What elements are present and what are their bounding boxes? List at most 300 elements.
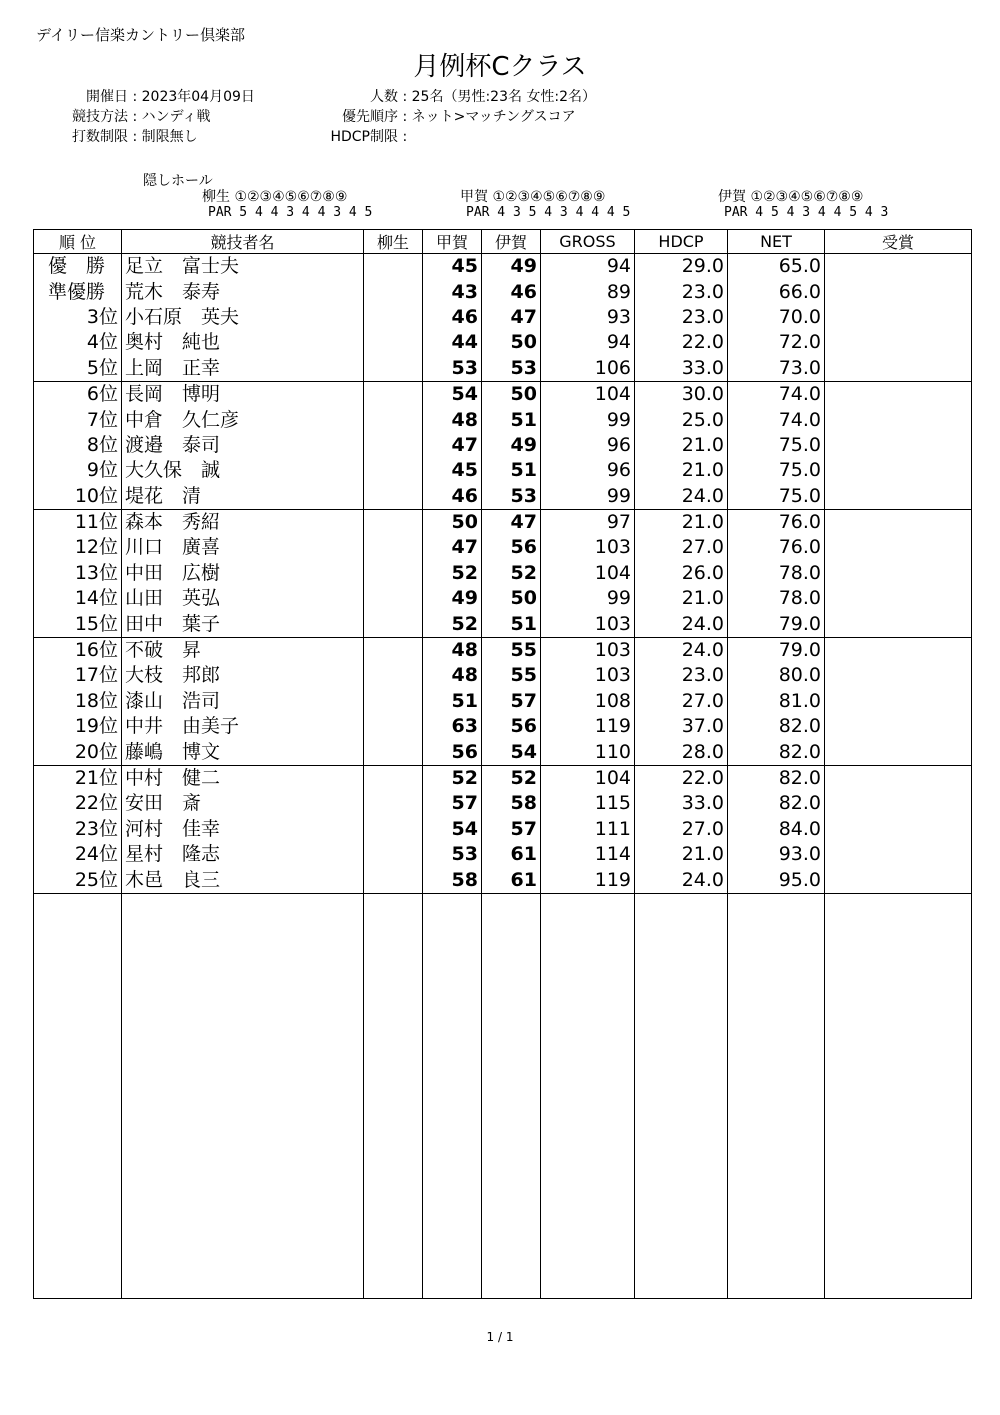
name-cell: 奥村 純也	[122, 330, 364, 355]
name-cell: 漆山 浩司	[122, 689, 364, 714]
iga-score-cell: 49	[482, 433, 541, 458]
iga-score-cell: 58	[482, 791, 541, 816]
table-row	[34, 586, 972, 611]
award-cell	[825, 611, 972, 637]
name-cell: 荒木 泰寿	[122, 279, 364, 304]
yagyu-score-cell	[364, 254, 423, 280]
gross-cell: 119	[541, 714, 635, 739]
award-cell	[825, 381, 972, 407]
course-koka-holes	[460, 186, 605, 206]
yagyu-score-cell	[364, 611, 423, 637]
koka-score-cell: 52	[423, 765, 482, 791]
table-row	[34, 791, 972, 816]
name-cell: 中井 由美子	[122, 714, 364, 739]
yagyu-score-cell	[364, 765, 423, 791]
award-cell	[825, 561, 972, 586]
name-cell: 大枝 邦郎	[122, 663, 364, 688]
award-cell	[825, 739, 972, 765]
table-row	[34, 484, 972, 510]
rank-cell: 20位	[34, 739, 122, 765]
award-cell	[825, 279, 972, 304]
koka-score-cell: 44	[423, 330, 482, 355]
hdcp-limit-label: HDCP制限	[330, 129, 398, 145]
rank-cell: 24位	[34, 842, 122, 867]
net-cell: 70.0	[728, 305, 825, 330]
iga-score-cell: 57	[482, 689, 541, 714]
rank-cell: 22位	[34, 791, 122, 816]
hdcp-cell: 27.0	[635, 817, 728, 842]
net-cell: 74.0	[728, 407, 825, 432]
name-cell: 中倉 久仁彦	[122, 407, 364, 432]
award-cell	[825, 484, 972, 510]
table-row	[34, 254, 972, 280]
limit-label: 打数制限	[72, 129, 128, 145]
award-cell	[825, 637, 972, 663]
header-award: 受賞	[825, 230, 972, 254]
rank-cell: 13位	[34, 561, 122, 586]
net-cell: 95.0	[728, 867, 825, 893]
koka-score-cell: 54	[423, 381, 482, 407]
award-cell	[825, 663, 972, 688]
name-cell: 上岡 正幸	[122, 356, 364, 382]
gross-cell: 89	[541, 279, 635, 304]
iga-score-cell: 53	[482, 356, 541, 382]
iga-score-cell: 47	[482, 305, 541, 330]
header-hdcp: HDCP	[635, 230, 728, 254]
empty-cell	[34, 893, 122, 1298]
course-yagyu-par: PAR 5 4 4 3 4 4 3 4 5	[208, 205, 373, 220]
rank-cell: 19位	[34, 714, 122, 739]
header-rank: 順 位	[34, 230, 122, 254]
table-row	[34, 356, 972, 382]
yagyu-score-cell	[364, 356, 423, 382]
rank-cell: 6位	[34, 381, 122, 407]
net-cell: 74.0	[728, 381, 825, 407]
hdcp-cell: 24.0	[635, 484, 728, 510]
iga-score-cell: 56	[482, 535, 541, 560]
gross-cell: 103	[541, 611, 635, 637]
hdcp-cell: 28.0	[635, 739, 728, 765]
info-priority: 優先順序 : ネット>マッチングスコア	[312, 106, 576, 126]
net-cell: 75.0	[728, 458, 825, 483]
rank-cell: 15位	[34, 611, 122, 637]
gross-cell: 103	[541, 637, 635, 663]
hdcp-cell: 23.0	[635, 305, 728, 330]
header-yagyu: 柳生	[364, 230, 423, 254]
name-cell: 足立 富士夫	[122, 254, 364, 280]
koka-score-cell: 51	[423, 689, 482, 714]
gross-cell: 104	[541, 765, 635, 791]
gross-cell: 115	[541, 791, 635, 816]
empty-cell	[482, 893, 541, 1298]
net-cell: 79.0	[728, 611, 825, 637]
name-cell: 田中 葉子	[122, 611, 364, 637]
iga-score-cell: 52	[482, 765, 541, 791]
net-cell: 65.0	[728, 254, 825, 280]
hdcp-cell: 26.0	[635, 561, 728, 586]
name-cell: 中田 広樹	[122, 561, 364, 586]
name-cell: 森本 秀紹	[122, 509, 364, 535]
rank-cell: 14位	[34, 586, 122, 611]
hdcp-cell: 21.0	[635, 433, 728, 458]
koka-score-cell: 47	[423, 433, 482, 458]
award-cell	[825, 586, 972, 611]
iga-score-cell: 56	[482, 714, 541, 739]
table-row	[34, 842, 972, 867]
header-koka: 甲賀	[423, 230, 482, 254]
award-cell	[825, 509, 972, 535]
gross-cell: 97	[541, 509, 635, 535]
priority-label: 優先順序	[342, 109, 398, 125]
net-cell: 93.0	[728, 842, 825, 867]
iga-score-cell: 53	[482, 484, 541, 510]
gross-cell: 103	[541, 535, 635, 560]
net-cell: 75.0	[728, 433, 825, 458]
name-cell: 川口 廣喜	[122, 535, 364, 560]
method-label: 競技方法	[72, 109, 128, 125]
net-cell: 82.0	[728, 739, 825, 765]
yagyu-score-cell	[364, 279, 423, 304]
name-cell: 不破 昇	[122, 637, 364, 663]
koka-score-cell: 47	[423, 535, 482, 560]
table-row	[34, 689, 972, 714]
net-cell: 82.0	[728, 765, 825, 791]
net-cell: 78.0	[728, 586, 825, 611]
iga-score-cell: 49	[482, 254, 541, 280]
name-cell: 堤花 清	[122, 484, 364, 510]
table-row	[34, 458, 972, 483]
name-cell: 木邑 良三	[122, 867, 364, 893]
koka-score-cell: 58	[423, 867, 482, 893]
table-row	[34, 330, 972, 355]
course-iga-par: PAR 4 5 4 3 4 4 5 4 3	[724, 205, 889, 220]
iga-score-cell: 51	[482, 458, 541, 483]
net-cell: 81.0	[728, 689, 825, 714]
count-value: 25名（男性:23名 女性:2名）	[411, 89, 597, 105]
yagyu-score-cell	[364, 714, 423, 739]
koka-score-cell: 46	[423, 484, 482, 510]
award-cell	[825, 842, 972, 867]
iga-score-cell: 61	[482, 842, 541, 867]
hdcp-cell: 29.0	[635, 254, 728, 280]
yagyu-score-cell	[364, 305, 423, 330]
net-cell: 84.0	[728, 817, 825, 842]
koka-score-cell: 54	[423, 817, 482, 842]
empty-cell	[122, 893, 364, 1298]
rank-cell: 21位	[34, 765, 122, 791]
hdcp-cell: 24.0	[635, 637, 728, 663]
rank-cell: 23位	[34, 817, 122, 842]
rank-cell: 8位	[34, 433, 122, 458]
hdcp-cell: 24.0	[635, 611, 728, 637]
table-row	[34, 817, 972, 842]
gross-cell: 99	[541, 586, 635, 611]
course-name: 伊賀	[718, 189, 746, 205]
net-cell: 66.0	[728, 279, 825, 304]
yagyu-score-cell	[364, 817, 423, 842]
yagyu-score-cell	[364, 407, 423, 432]
gross-cell: 106	[541, 356, 635, 382]
net-cell: 78.0	[728, 561, 825, 586]
table-row	[34, 867, 972, 893]
table-row	[34, 407, 972, 432]
page-number: 1 / 1	[486, 1330, 514, 1344]
hdcp-cell: 23.0	[635, 663, 728, 688]
net-cell: 82.0	[728, 714, 825, 739]
course-name: 甲賀	[460, 189, 488, 205]
award-cell	[825, 305, 972, 330]
koka-score-cell: 53	[423, 356, 482, 382]
gross-cell: 104	[541, 561, 635, 586]
rank-cell: 10位	[34, 484, 122, 510]
yagyu-score-cell	[364, 791, 423, 816]
gross-cell: 114	[541, 842, 635, 867]
info-limit: 打数制限 : 制限無し	[48, 126, 198, 146]
name-cell: 渡邉 泰司	[122, 433, 364, 458]
iga-score-cell: 50	[482, 586, 541, 611]
rank-cell: 16位	[34, 637, 122, 663]
gross-cell: 99	[541, 407, 635, 432]
award-cell	[825, 714, 972, 739]
koka-score-cell: 45	[423, 458, 482, 483]
rank-cell: 5位	[34, 356, 122, 382]
table-row	[34, 765, 972, 791]
header-gross: GROSS	[541, 230, 635, 254]
empty-cell	[541, 893, 635, 1298]
yagyu-score-cell	[364, 842, 423, 867]
hdcp-cell: 22.0	[635, 330, 728, 355]
koka-score-cell: 45	[423, 254, 482, 280]
rank-cell: 18位	[34, 689, 122, 714]
net-cell: 76.0	[728, 509, 825, 535]
table-row	[34, 739, 972, 765]
rank-cell: 11位	[34, 509, 122, 535]
table-row	[34, 637, 972, 663]
iga-score-cell: 54	[482, 739, 541, 765]
name-cell: 星村 隆志	[122, 842, 364, 867]
net-cell: 76.0	[728, 535, 825, 560]
rank-cell: 17位	[34, 663, 122, 688]
gross-cell: 94	[541, 330, 635, 355]
table-row	[34, 561, 972, 586]
header-net: NET	[728, 230, 825, 254]
name-cell: 藤嶋 博文	[122, 739, 364, 765]
iga-score-cell: 61	[482, 867, 541, 893]
name-cell: 山田 英弘	[122, 586, 364, 611]
yagyu-score-cell	[364, 561, 423, 586]
yagyu-score-cell	[364, 484, 423, 510]
award-cell	[825, 433, 972, 458]
award-cell	[825, 458, 972, 483]
yagyu-score-cell	[364, 586, 423, 611]
yagyu-score-cell	[364, 663, 423, 688]
empty-cell	[635, 893, 728, 1298]
hidden-holes-label: 隠しホール	[143, 173, 213, 189]
gross-cell: 103	[541, 663, 635, 688]
hdcp-cell: 37.0	[635, 714, 728, 739]
koka-score-cell: 48	[423, 663, 482, 688]
iga-score-cell: 50	[482, 330, 541, 355]
gross-cell: 94	[541, 254, 635, 280]
hole-marks: ①②③④⑤⑥⑦⑧⑨	[750, 189, 864, 205]
iga-score-cell: 51	[482, 611, 541, 637]
date-value: 2023年04月09日	[141, 89, 255, 105]
hdcp-cell: 21.0	[635, 842, 728, 867]
net-cell: 82.0	[728, 791, 825, 816]
name-cell: 小石原 英夫	[122, 305, 364, 330]
award-cell	[825, 791, 972, 816]
yagyu-score-cell	[364, 330, 423, 355]
hdcp-cell: 27.0	[635, 689, 728, 714]
iga-score-cell: 50	[482, 381, 541, 407]
award-cell	[825, 867, 972, 893]
award-cell	[825, 535, 972, 560]
rank-cell: 9位	[34, 458, 122, 483]
yagyu-score-cell	[364, 509, 423, 535]
net-cell: 72.0	[728, 330, 825, 355]
course-name: 柳生	[202, 189, 230, 205]
club-name: デイリー信楽カントリー倶楽部	[36, 26, 245, 44]
limit-value: 制限無し	[141, 129, 198, 145]
award-cell	[825, 330, 972, 355]
gross-cell: 96	[541, 458, 635, 483]
name-cell: 安田 斎	[122, 791, 364, 816]
hdcp-cell: 33.0	[635, 356, 728, 382]
hdcp-cell: 21.0	[635, 509, 728, 535]
award-cell	[825, 254, 972, 280]
rank-cell: 3位	[34, 305, 122, 330]
table-header-row	[34, 230, 972, 254]
rank-cell: 25位	[34, 867, 122, 893]
hdcp-cell: 22.0	[635, 765, 728, 791]
award-cell	[825, 407, 972, 432]
name-cell: 中村 健二	[122, 765, 364, 791]
hdcp-cell: 23.0	[635, 279, 728, 304]
iga-score-cell: 47	[482, 509, 541, 535]
iga-score-cell: 55	[482, 663, 541, 688]
table-row	[34, 279, 972, 304]
count-label: 人数	[370, 89, 398, 105]
page-title: 月例杯Cクラス	[413, 52, 587, 82]
koka-score-cell: 53	[423, 842, 482, 867]
rank-cell: 4位	[34, 330, 122, 355]
yagyu-score-cell	[364, 535, 423, 560]
yagyu-score-cell	[364, 433, 423, 458]
hdcp-cell: 33.0	[635, 791, 728, 816]
yagyu-score-cell	[364, 637, 423, 663]
table-row	[34, 535, 972, 560]
table-row	[34, 305, 972, 330]
yagyu-score-cell	[364, 739, 423, 765]
hole-marks: ①②③④⑤⑥⑦⑧⑨	[234, 189, 348, 205]
info-hdcp: HDCP制限 :	[312, 126, 407, 146]
table-row	[34, 509, 972, 535]
hdcp-cell: 24.0	[635, 867, 728, 893]
rank-cell: 7位	[34, 407, 122, 432]
table-row	[34, 663, 972, 688]
koka-score-cell: 52	[423, 611, 482, 637]
koka-score-cell: 52	[423, 561, 482, 586]
gross-cell: 99	[541, 484, 635, 510]
koka-score-cell: 57	[423, 791, 482, 816]
koka-score-cell: 48	[423, 407, 482, 432]
yagyu-score-cell	[364, 867, 423, 893]
award-cell	[825, 817, 972, 842]
table-row	[34, 433, 972, 458]
iga-score-cell: 52	[482, 561, 541, 586]
info-date: 開催日 : 2023年04月09日	[48, 86, 255, 106]
course-koka-par: PAR 4 3 5 4 3 4 4 4 5	[466, 205, 631, 220]
iga-score-cell: 51	[482, 407, 541, 432]
name-cell: 長岡 博明	[122, 381, 364, 407]
name-cell: 河村 佳幸	[122, 817, 364, 842]
header-iga: 伊賀	[482, 230, 541, 254]
hdcp-cell: 25.0	[635, 407, 728, 432]
gross-cell: 110	[541, 739, 635, 765]
hdcp-cell: 21.0	[635, 458, 728, 483]
method-value: ハンディ戦	[141, 109, 211, 125]
info-count: 人数 : 25名（男性:23名 女性:2名）	[312, 86, 596, 106]
yagyu-score-cell	[364, 381, 423, 407]
iga-score-cell: 46	[482, 279, 541, 304]
yagyu-score-cell	[364, 689, 423, 714]
table-row	[34, 714, 972, 739]
gross-cell: 119	[541, 867, 635, 893]
koka-score-cell: 50	[423, 509, 482, 535]
gross-cell: 96	[541, 433, 635, 458]
date-label: 開催日	[86, 89, 128, 105]
gross-cell: 93	[541, 305, 635, 330]
iga-score-cell: 55	[482, 637, 541, 663]
results-table	[33, 229, 972, 1299]
rank-cell: 優 勝	[34, 254, 122, 280]
award-cell	[825, 689, 972, 714]
gross-cell: 111	[541, 817, 635, 842]
course-iga-holes	[718, 186, 863, 206]
empty-cell	[364, 893, 423, 1298]
empty-cell	[423, 893, 482, 1298]
gross-cell: 108	[541, 689, 635, 714]
gross-cell: 104	[541, 381, 635, 407]
iga-score-cell: 57	[482, 817, 541, 842]
hdcp-cell: 27.0	[635, 535, 728, 560]
empty-cell	[728, 893, 825, 1298]
koka-score-cell: 46	[423, 305, 482, 330]
koka-score-cell: 43	[423, 279, 482, 304]
yagyu-score-cell	[364, 458, 423, 483]
koka-score-cell: 48	[423, 637, 482, 663]
rank-cell: 12位	[34, 535, 122, 560]
hdcp-cell: 30.0	[635, 381, 728, 407]
rank-cell: 準優勝	[34, 279, 122, 304]
table-row	[34, 381, 972, 407]
award-cell	[825, 765, 972, 791]
net-cell: 73.0	[728, 356, 825, 382]
net-cell: 79.0	[728, 637, 825, 663]
net-cell: 80.0	[728, 663, 825, 688]
table-row	[34, 611, 972, 637]
info-method: 競技方法 : ハンディ戦	[48, 106, 211, 126]
koka-score-cell: 63	[423, 714, 482, 739]
award-cell	[825, 356, 972, 382]
priority-value: ネット>マッチングスコア	[411, 109, 576, 125]
header-name: 競技者名	[122, 230, 364, 254]
name-cell: 大久保 誠	[122, 458, 364, 483]
koka-score-cell: 49	[423, 586, 482, 611]
net-cell: 75.0	[728, 484, 825, 510]
table-filler-row	[34, 893, 972, 1298]
course-yagyu-holes	[202, 186, 347, 206]
